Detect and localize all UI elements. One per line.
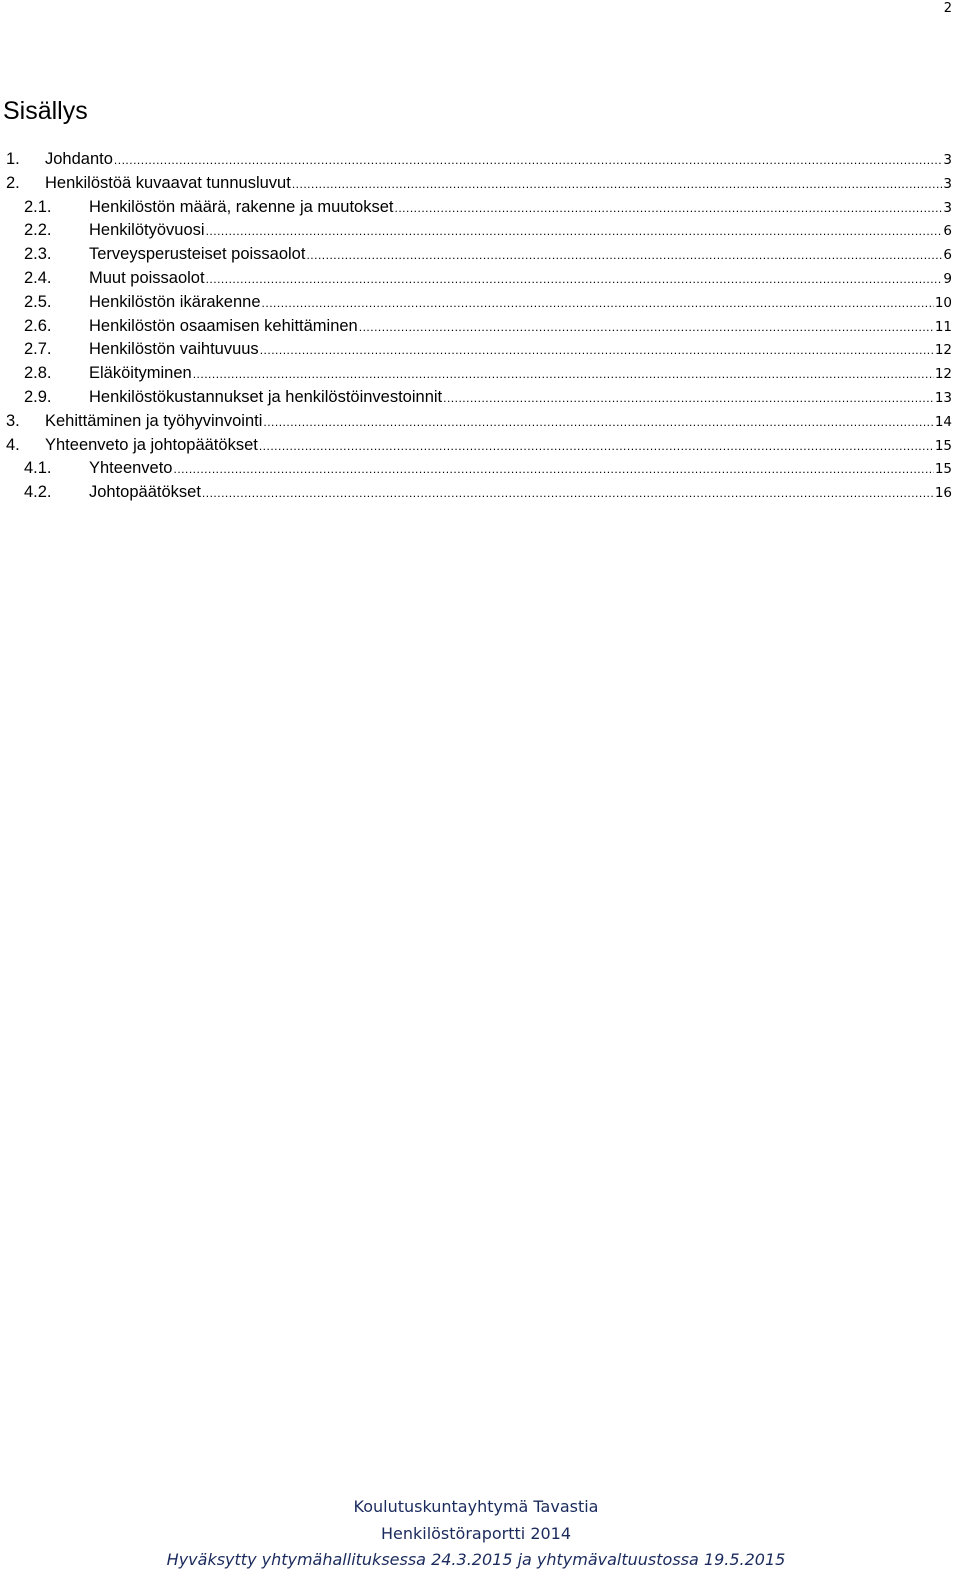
toc-entry-page: 13 <box>934 389 952 406</box>
toc-entry[interactable] <box>0 386 952 410</box>
toc-entry[interactable] <box>0 243 952 267</box>
toc-dot-leader <box>306 244 942 267</box>
toc-entry[interactable] <box>0 338 952 362</box>
toc-entry-number: 2.6. <box>24 316 52 335</box>
toc-entry[interactable] <box>0 410 952 434</box>
toc-entry-page: 16 <box>934 485 952 502</box>
toc-entry-number: 2.5. <box>24 292 52 311</box>
toc-dot-leader <box>259 435 934 458</box>
toc-dot-leader <box>206 220 943 243</box>
toc-entry-title: Kehittäminen ja työhyvinvointi <box>45 411 263 430</box>
toc-dot-leader <box>173 458 933 481</box>
toc-entry[interactable] <box>0 434 952 458</box>
toc-entry-number: 2.2. <box>24 221 52 240</box>
toc-entry-number: 2.3. <box>24 245 52 264</box>
toc-entry-page: 12 <box>934 342 952 359</box>
toc-entry-page: 6 <box>943 223 952 240</box>
toc-dot-leader <box>292 173 943 196</box>
toc-dot-leader <box>443 387 934 410</box>
footer-approval-note: Hyväksytty yhtymähallituksessa 24.3.2015 ja yhtymävaltuustossa 19.5.2015 <box>166 1550 786 1569</box>
toc-entry-page: 15 <box>934 437 952 454</box>
toc-entry-page: 15 <box>934 461 952 478</box>
toc-entry-title: Eläköityminen <box>89 364 192 383</box>
toc-dot-leader <box>395 197 943 220</box>
toc-dot-leader <box>263 411 933 434</box>
toc-entry-page: 11 <box>934 318 952 335</box>
toc-entry-number: 2.7. <box>24 340 52 359</box>
toc-entry-number: 4.2. <box>24 483 52 502</box>
footer-report-title: Henkilöstöraportti 2014 <box>380 1524 572 1543</box>
page-number: 2 <box>943 1 952 16</box>
toc-entry[interactable] <box>0 267 952 291</box>
toc-entry-number: 2.1. <box>24 197 52 216</box>
toc-entry-number: 4.1. <box>24 459 52 478</box>
toc-entry[interactable] <box>0 362 952 386</box>
toc-entry[interactable] <box>0 481 952 505</box>
toc-entry-page: 14 <box>934 413 952 430</box>
toc-entry-title: Henkilöstön määrä, rakenne ja muutokset <box>89 197 394 216</box>
toc-entry-title: Johtopäätökset <box>89 483 201 502</box>
toc-entry-title: Yhteenveto <box>89 459 173 478</box>
toc-entry-number: 4. <box>6 435 20 454</box>
toc-entry[interactable] <box>0 172 952 196</box>
toc-dot-leader <box>262 292 934 315</box>
toc-dot-leader <box>206 268 943 291</box>
toc-dot-leader <box>359 316 934 339</box>
toc-entry-number: 2. <box>6 173 20 192</box>
toc-dot-leader <box>260 339 934 362</box>
toc-entry-number: 1. <box>6 150 20 168</box>
toc-entry-page: 3 <box>943 152 952 168</box>
toc-entry-title: Henkilöstökustannukset ja henkilöstöinvestoinnit <box>89 387 443 406</box>
toc-entry[interactable] <box>0 196 952 220</box>
toc-dot-leader <box>114 149 943 172</box>
toc-entry-page: 10 <box>934 294 952 311</box>
toc-entry-page: 3 <box>943 199 952 216</box>
toc-entry-number: 2.9. <box>24 387 52 406</box>
toc-dot-leader <box>202 482 934 505</box>
toc-entry-title: Henkilöstön vaihtuvuus <box>89 340 259 359</box>
toc-entry-title: Yhteenveto ja johtopäätökset <box>45 435 258 454</box>
toc-entry-title: Henkilöstön ikärakenne <box>89 292 261 311</box>
toc-entry[interactable] <box>0 148 952 172</box>
toc-entry[interactable] <box>0 291 952 315</box>
toc-entry-title: Muut poissaolot <box>89 268 205 287</box>
toc-entry-number: 3. <box>6 411 20 430</box>
toc-dot-leader <box>193 363 934 386</box>
toc-entry-title: Henkilöstöä kuvaavat tunnusluvut <box>45 173 291 192</box>
toc-entry-number: 2.4. <box>24 268 52 287</box>
toc-entry-title: Henkilötyövuosi <box>89 221 205 240</box>
toc-entry-title: Henkilöstön osaamisen kehittäminen <box>89 316 358 335</box>
toc-title: Sisällys <box>3 97 88 125</box>
toc-entry-title: Johdanto <box>45 150 113 168</box>
toc-entry[interactable] <box>0 219 952 243</box>
toc-entry-title: Terveysperusteiset poissaolot <box>89 245 306 264</box>
toc-entry-page: 3 <box>943 175 952 192</box>
footer-organization: Koulutuskuntayhtymä Tavastia <box>353 1497 599 1516</box>
toc-entry-page: 6 <box>943 247 952 264</box>
toc-entry[interactable] <box>0 315 952 339</box>
toc-entry-page: 12 <box>934 366 952 383</box>
toc-entry-number: 2.8. <box>24 364 52 383</box>
toc-entry[interactable] <box>0 457 952 481</box>
table-of-contents <box>0 148 952 505</box>
toc-entry-page: 9 <box>943 270 952 287</box>
